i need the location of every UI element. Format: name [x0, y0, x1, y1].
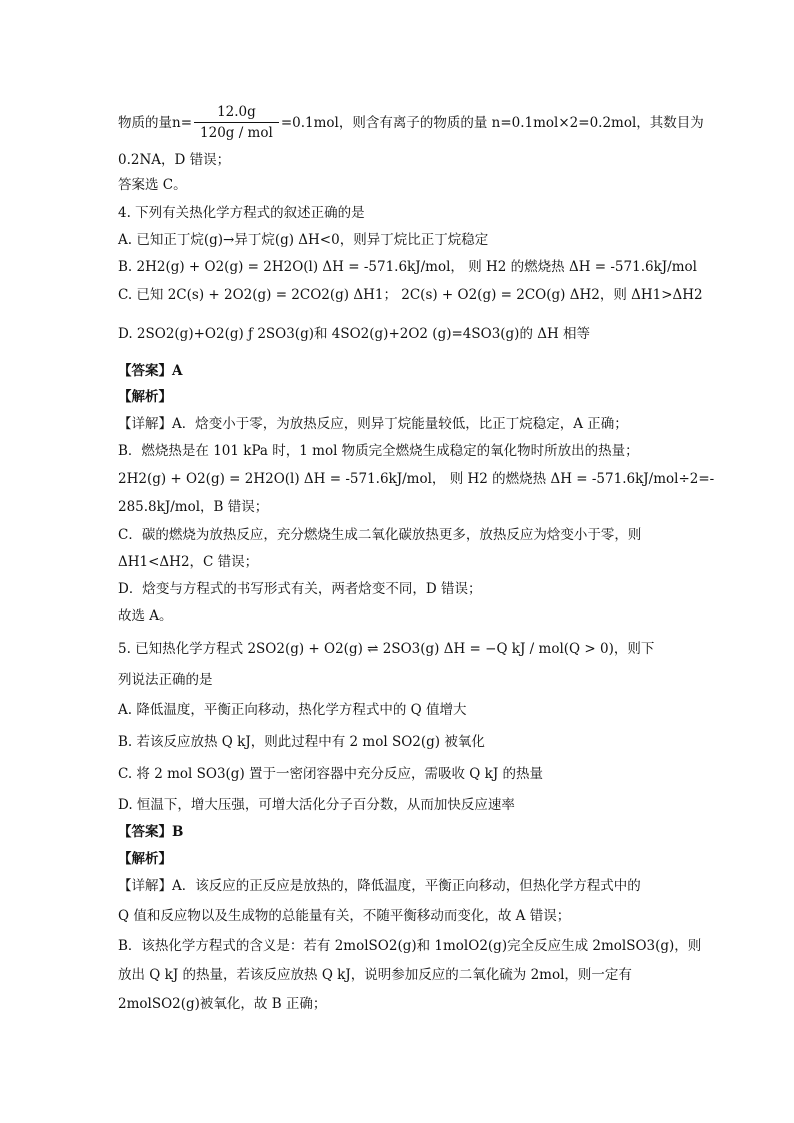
fraction	[194, 103, 279, 142]
q4-detail-c2: ΔH1<ΔH2，C 错误；	[118, 554, 259, 570]
l1-suffix: =0.1mol，则含有离子的物质的量 n=0.1mol×2=0.2mol，其数目为	[280, 114, 704, 131]
q5-option-d: D. 恒温下，增大压强，可增大活化分子百分数，从而加快反应速率	[118, 797, 515, 813]
q5-option-b: B. 若该反应放热 Q kJ，则此过程中有 2 mol SO2(g) 被氧化	[118, 734, 485, 750]
q4-detail-b1: B．燃烧热是在 101 kPa 时，1 mol 物质完全燃烧生成稳定的氧化物时所放出的热量；	[118, 443, 639, 459]
q4-conclusion: 故选 A。	[118, 608, 173, 624]
q4-option-a: A. 已知正丁烷(g)→异丁烷(g) ΔH<0，则异丁烷比正丁烷稳定	[118, 232, 489, 248]
q4-answer: 【答案】A	[118, 363, 183, 379]
fraction-denominator: 120g / mol	[200, 125, 273, 141]
q4-option-c: C. 已知 2C(s) + 2O2(g) = 2CO2(g) ΔH1； 2C(s) + O2(g) = 2CO(g) ΔH2，则 ΔH1>ΔH2	[118, 287, 703, 303]
q4-detail-b2: 2H2(g) + O2(g) = 2H2O(l) ΔH = -571.6kJ/mol， 则 H2 的燃烧热 ΔH = -571.6kJ/mol÷2=-	[118, 471, 715, 487]
fraction-numerator: 12.0g	[194, 103, 279, 123]
q5-detail-b1: B．该热化学方程式的含义是：若有 2molSO2(g)和 1molO2(g)完全反应生成 2molSO3(g)，则	[118, 938, 702, 954]
q5-option-a: A. 降低温度，平衡正向移动，热化学方程式中的 Q 值增大	[118, 702, 467, 718]
q5-detail-a1: 【详解】A．该反应的正反应是放热的，降低温度，平衡正向移动，但热化学方程式中的	[118, 878, 641, 894]
l1-prefix: 物质的量n=	[118, 114, 193, 131]
question-5-title-cont: 列说法正确的是	[118, 672, 213, 688]
q4-detail-b3: 285.8kJ/mol，B 错误；	[118, 499, 269, 515]
q4-detail-d: D．焓变与方程式的书写形式有关，两者焓变不同，D 错误；	[118, 581, 482, 597]
text-line-1	[118, 103, 704, 142]
text-line-2: 0.2NA，D 错误；	[118, 152, 231, 168]
q5-detail-a2: Q 值和反应物以及生成物的总能量有关，不随平衡移动而变化，故 A 错误；	[118, 908, 571, 924]
q4-analysis-label: 【解析】	[118, 389, 172, 405]
q4-detail-a: 【详解】A．焓变小于零，为放热反应，则异丁烷能量较低，比正丁烷稳定，A 正确；	[118, 416, 628, 432]
q5-detail-b3: 2molSO2(g)被氧化，故 B 正确；	[118, 996, 327, 1012]
q4-detail-c1: C．碳的燃烧为放热反应，充分燃烧生成二氧化碳放热更多，放热反应为焓变小于零，则	[118, 527, 642, 543]
q5-option-c: C. 将 2 mol SO3(g) 置于一密闭容器中充分反应，需吸收 Q kJ 的热量	[118, 766, 544, 782]
question-4-title: 4. 下列有关热化学方程式的叙述正确的是	[118, 205, 365, 221]
q5-analysis-label: 【解析】	[118, 851, 172, 867]
q4-option-b: B. 2H2(g) + O2(g) = 2H2O(l) ΔH = -571.6kJ/mol， 则 H2 的燃烧热 ΔH = -571.6kJ/mol	[118, 259, 697, 275]
q4-option-d: D. 2SO2(g)+O2(g) ƒ 2SO3(g)和 4SO2(g)+2O2 (g)=4SO3(g)的 ΔH 相等	[118, 326, 591, 342]
question-5-title: 5. 已知热化学方程式 2SO2(g) + O2(g) ⇌ 2SO3(g) ΔH = −Q kJ / mol(Q > 0)，则下	[118, 641, 655, 657]
q5-answer: 【答案】B	[118, 824, 184, 840]
text-line-3: 答案选 C。	[118, 177, 187, 193]
q5-detail-b2: 放出 Q kJ 的热量，若该反应放热 Q kJ，说明参加反应的二氧化硫为 2mol，则一定有	[118, 967, 632, 983]
